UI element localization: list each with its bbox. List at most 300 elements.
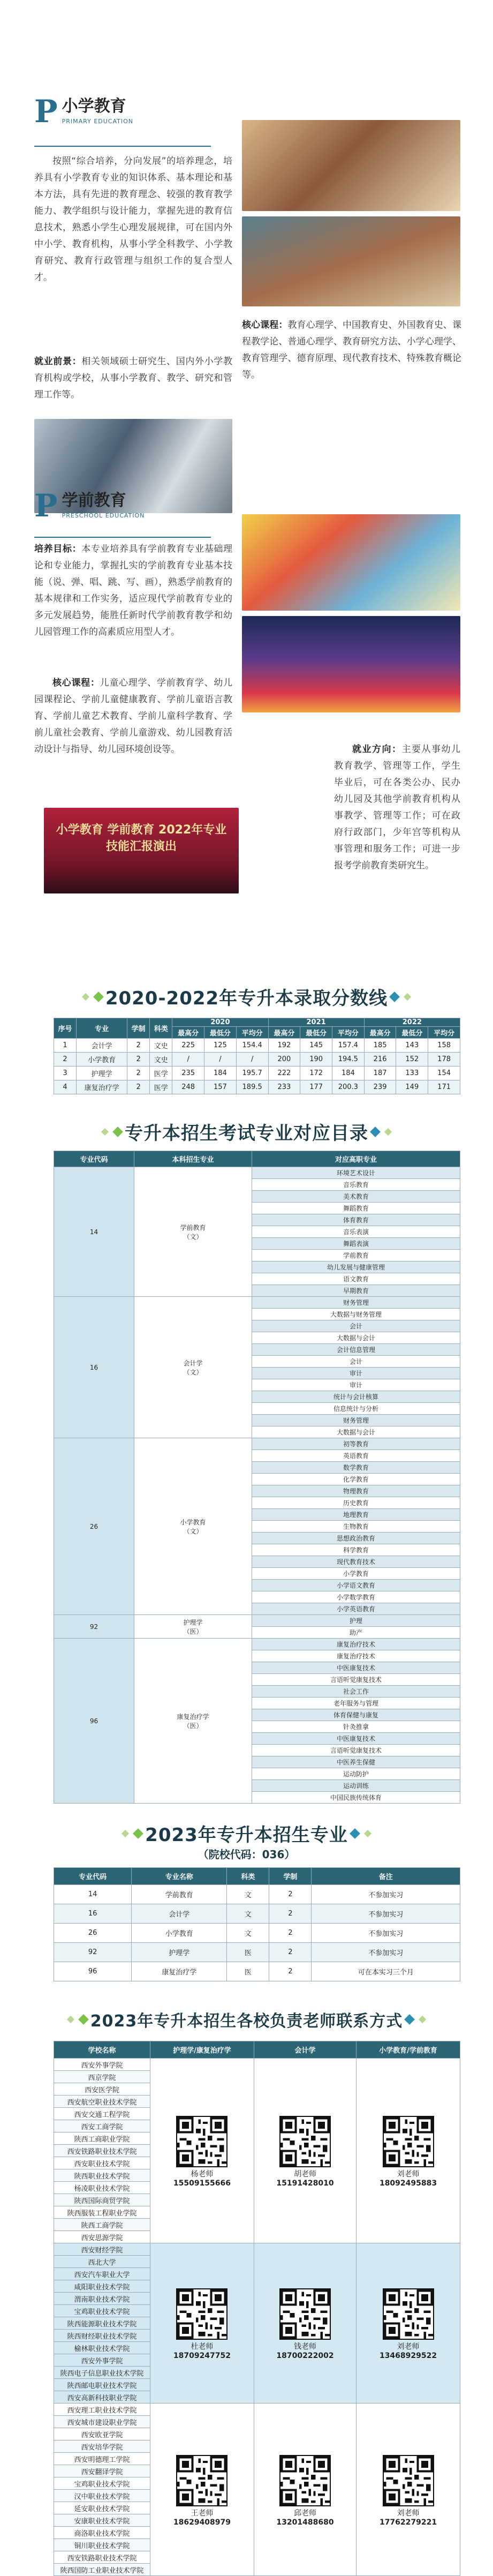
- catalog-major-category: （文）: [183, 1233, 203, 1241]
- catalog-vocational-item: 社会工作: [252, 1686, 460, 1698]
- score-cell: 2: [127, 1053, 150, 1067]
- score-cell: 239: [364, 1080, 396, 1094]
- score-cell: 文史: [150, 1039, 172, 1053]
- primary-course-label: 核心课程：: [242, 320, 288, 331]
- catalog-vocational-item: 审计: [252, 1368, 460, 1379]
- qr-code-icon[interactable]: [176, 2455, 227, 2506]
- preschool-title-en: PRESCHOOL EDUCATION: [62, 512, 145, 519]
- preschool-goal: [34, 541, 232, 641]
- catalog-vocational-item: 小学教育: [252, 1568, 460, 1580]
- qr-code-icon[interactable]: [279, 2455, 331, 2506]
- score-sub-min: 最低分: [396, 1027, 428, 1039]
- score-col-category: 科类: [150, 1018, 172, 1039]
- catalog-table: [54, 1151, 460, 1804]
- score-banner: [0, 983, 493, 1010]
- contact-school-name: 西安财经学院: [54, 2243, 150, 2256]
- score-cell: 235: [172, 1067, 204, 1080]
- score-cell: 143: [396, 1039, 428, 1053]
- score-cell: 233: [268, 1080, 300, 1094]
- catalog-code: 26: [54, 1438, 134, 1615]
- catalog-major-category: （医）: [183, 1722, 203, 1730]
- preschool-title: 学前教育: [62, 491, 126, 510]
- score-cell: 125: [204, 1039, 237, 1053]
- score-col-years: 学制: [127, 1018, 150, 1039]
- catalog-vocational-item: 运动防护: [252, 1768, 460, 1780]
- score-cell: /: [204, 1053, 237, 1067]
- score-cell: /: [172, 1053, 204, 1067]
- enroll-row: [54, 1962, 460, 1981]
- diamond-icon: [93, 992, 104, 1002]
- enroll-table: [54, 1867, 460, 1981]
- contact-school-name: 安康职业技术学院: [54, 2514, 150, 2527]
- contact-school-name: 西安职业技术学院: [54, 2157, 150, 2169]
- catalog-vocational-item: 物理教育: [252, 1485, 460, 1497]
- contact-teacher-name: 钱老师: [293, 2342, 316, 2351]
- contact-school-name: 杨凌职业技术学院: [54, 2182, 150, 2194]
- qr-code-icon[interactable]: [279, 2288, 331, 2340]
- catalog-vocational-item: 化学教育: [252, 1474, 460, 1485]
- diamond-icon: [404, 993, 411, 1000]
- score-cell: 157: [204, 1080, 237, 1094]
- contact-school-name: 汉中职业技术学院: [54, 2490, 150, 2502]
- catalog-row: [54, 1167, 460, 1179]
- score-cell: 184: [332, 1067, 364, 1080]
- catalog-vocational-item: 康复治疗技术: [252, 1650, 460, 1662]
- contact-table: [54, 2041, 460, 2576]
- score-cell: 康复治疗学: [77, 1080, 127, 1094]
- catalog-vocational-item: 数学教育: [252, 1462, 460, 1474]
- contact-cell: [254, 2059, 356, 2243]
- primary-title-en: PRIMARY EDUCATION: [62, 118, 133, 125]
- score-sub-max: 最高分: [268, 1027, 300, 1039]
- catalog-vocational-item: 大数据与会计: [252, 1426, 460, 1438]
- catalog-vocational-item: 中医康复技术: [252, 1662, 460, 1674]
- contact-school-name: 西安工商学院: [54, 2120, 150, 2132]
- diamond-icon: [101, 1128, 109, 1135]
- contact-school-name: 西安交通工程学院: [54, 2108, 150, 2120]
- score-row: [54, 1080, 460, 1094]
- contact-school-name: 西安铁路职业技术学院: [54, 2145, 150, 2157]
- diamond-icon: [82, 993, 89, 1000]
- enroll-cell: 2: [269, 1924, 312, 1943]
- catalog-vocational-item: 体育教育: [252, 1214, 460, 1226]
- score-cell: 222: [268, 1067, 300, 1080]
- diamond-icon: [112, 1126, 123, 1137]
- primary-divider: [34, 146, 211, 147]
- contact-teacher-name: 王老师: [191, 2509, 214, 2518]
- qr-code-icon[interactable]: [383, 2116, 434, 2167]
- catalog-vocational-item: 助产: [252, 1627, 460, 1639]
- catalog-major: [134, 1297, 252, 1438]
- enroll-row: [54, 1885, 460, 1904]
- catalog-vocational-item: 环境艺术设计: [252, 1167, 460, 1179]
- score-cell: 216: [364, 1053, 396, 1067]
- enroll-cell: 护理学: [132, 1943, 227, 1962]
- catalog-col-code: 专业代码: [54, 1151, 134, 1167]
- score-cell: 248: [172, 1080, 204, 1094]
- score-cell: 医学: [150, 1067, 172, 1080]
- score-cell: 152: [396, 1053, 428, 1067]
- contact-school-name: 西安医学院: [54, 2083, 150, 2096]
- preschool-courses: [34, 675, 232, 758]
- catalog-col-major: 本科招生专业: [134, 1151, 252, 1167]
- score-cell: 194.5: [332, 1053, 364, 1067]
- score-cell: 2: [54, 1053, 77, 1067]
- contact-teacher-name: 邱老师: [293, 2509, 316, 2518]
- contact-phone-number[interactable]: 17762279221: [379, 2518, 437, 2527]
- contact-teacher-name: 杜老师: [191, 2342, 214, 2351]
- contact-phone-number[interactable]: 13201488680: [276, 2518, 334, 2527]
- score-cell: 200.3: [332, 1080, 364, 1094]
- enroll-col-note: 备注: [312, 1868, 460, 1885]
- catalog-vocational-item: 财务管理: [252, 1415, 460, 1426]
- catalog-vocational-item: 历史教育: [252, 1497, 460, 1509]
- enroll-cell: 会计学: [132, 1904, 227, 1924]
- primary-letter: P: [34, 93, 58, 130]
- catalog-vocational-item: 护理: [252, 1615, 460, 1627]
- catalog-vocational-item: 运动训练: [252, 1780, 460, 1792]
- score-col-major: 专业: [77, 1018, 127, 1039]
- enroll-cell: 不参加实习: [312, 1904, 460, 1924]
- catalog-vocational-item: 审计: [252, 1379, 460, 1391]
- primary-heading: [34, 93, 133, 130]
- enroll-cell: 文: [227, 1885, 269, 1904]
- contact-school-name: 宝鸡职业技术学院: [54, 2477, 150, 2490]
- score-cell: 225: [172, 1039, 204, 1053]
- enroll-col-years: 学制: [269, 1868, 312, 1885]
- contact-school-name: 西安航空职业技术学院: [54, 2096, 150, 2108]
- enroll-row: [54, 1904, 460, 1924]
- contact-phone-number[interactable]: 18629408979: [173, 2518, 231, 2527]
- diamond-icon: [67, 2016, 74, 2023]
- enroll-cell: 可在本实习三个月: [312, 1962, 460, 1981]
- catalog-vocational-item: 地理教育: [252, 1509, 460, 1521]
- contact-phone-number[interactable]: 15191428010: [276, 2179, 334, 2188]
- contact-teacher-name: 刘老师: [397, 2342, 420, 2351]
- catalog-major-category: （医）: [183, 1627, 203, 1635]
- score-cell: 会计学: [77, 1039, 127, 1053]
- contact-phone-number[interactable]: 13468929522: [379, 2352, 437, 2360]
- catalog-vocational-item: 中国民族传统体育: [252, 1792, 460, 1804]
- score-cell: 172: [300, 1067, 332, 1080]
- enroll-table-body: [54, 1885, 460, 1981]
- enroll-cell: 不参加实习: [312, 1885, 460, 1904]
- contact-school-name: 咸阳职业技术学院: [54, 2280, 150, 2293]
- catalog-major-name: 护理学: [183, 1618, 203, 1626]
- contact-school-name: 西北大学: [54, 2256, 150, 2268]
- contact-title: 2023年专升本招生各校负责老师联系方式: [90, 2012, 403, 2031]
- contact-school-name: 西安汽车职业大学: [54, 2268, 150, 2280]
- catalog-vocational-item: 音乐表演: [252, 1226, 460, 1238]
- score-cell: 189.5: [236, 1080, 268, 1094]
- catalog-vocational-item: 体育保健与康复: [252, 1709, 460, 1721]
- enroll-title: 2023年专升本招生专业: [145, 1824, 348, 1846]
- enroll-cell: 医: [227, 1962, 269, 1981]
- contact-table-body: [54, 2059, 460, 2576]
- catalog-vocational-item: 针灸推拿: [252, 1721, 460, 1733]
- contact-school-name: 陕西能源职业技术学院: [54, 2317, 150, 2330]
- catalog-vocational-item: 早期教育: [252, 1285, 460, 1297]
- score-cell: 157.4: [332, 1039, 364, 1053]
- score-cell: 145: [300, 1039, 332, 1053]
- preschool-course-text: 儿童心理学、学前教育学、幼儿园课程论、学前儿童健康教育、学前儿童语言教育、学前儿童艺术教育、学前儿童科学教育、学前儿童社会教育、学前儿童游戏、幼儿园教育活动设计与指导、幼儿园环境创设等。: [34, 678, 233, 755]
- contact-cell: [150, 2404, 254, 2576]
- score-sub-avg: 平均分: [332, 1027, 364, 1039]
- catalog-major: [134, 1639, 252, 1804]
- contact-col-nursing: 护理学/康复治疗学: [150, 2041, 254, 2059]
- contact-row: [54, 2404, 460, 2416]
- catalog-vocational-item: 小学语文教育: [252, 1580, 460, 1591]
- primary-courses: [242, 317, 461, 384]
- contact-school-name: 陕西邮电职业技术学院: [54, 2379, 150, 2391]
- contact-phone-number[interactable]: 18700222002: [276, 2352, 334, 2360]
- contact-school-name: 陕西国防工业职业技术学院: [54, 2564, 150, 2576]
- score-cell: 190: [300, 1053, 332, 1067]
- contact-cell: [254, 2404, 356, 2576]
- score-year-2021: 2021: [268, 1018, 364, 1027]
- enroll-cell: 文: [227, 1904, 269, 1924]
- preschool-letter: P: [34, 487, 58, 524]
- score-cell: 小学教育: [77, 1053, 127, 1067]
- enroll-col-category: 科类: [227, 1868, 269, 1885]
- catalog-vocational-item: 中医养生保健: [252, 1756, 460, 1768]
- contact-col-accounting: 会计学: [254, 2041, 356, 2059]
- stage-performance-photo: [242, 616, 460, 712]
- score-cell: 文史: [150, 1053, 172, 1067]
- catalog-vocational-item: 言语听觉康复技术: [252, 1674, 460, 1686]
- enroll-subtitle: （院校代码：036）: [198, 1848, 295, 1861]
- enroll-cell: 学前教育: [132, 1885, 227, 1904]
- contact-col-education: 小学教育/学前教育: [357, 2041, 460, 2059]
- catalog-vocational-item: 美术教育: [252, 1191, 460, 1203]
- score-sub-avg: 平均分: [236, 1027, 268, 1039]
- score-cell: 154.4: [236, 1039, 268, 1053]
- contact-school-name: 渭南职业技术学院: [54, 2293, 150, 2305]
- diamond-icon: [404, 2014, 415, 2025]
- score-cell: 154: [428, 1067, 460, 1080]
- catalog-vocational-item: 科学教育: [252, 1544, 460, 1556]
- catalog-table-body: [54, 1167, 460, 1804]
- preschool-heading: [34, 487, 145, 524]
- catalog-vocational-item: 言语听觉康复技术: [252, 1745, 460, 1756]
- catalog-major-name: 小学教育: [180, 1518, 206, 1526]
- score-cell: 171: [428, 1080, 460, 1094]
- enroll-cell: 2: [269, 1943, 312, 1962]
- contact-row: [54, 2243, 460, 2256]
- contact-school-name: 陕西服装工程职业学院: [54, 2206, 150, 2219]
- score-cell: 185: [364, 1039, 396, 1053]
- score-year-2022: 2022: [364, 1018, 460, 1027]
- preschool-direction-text: 主要从事幼儿教育教学、管理等工作，学生毕业后，可在各类公办、民办幼儿园及其他学前教育机构从事教学、管理等工作；可在政府行政部门，少年宫等机构从事管理和服务工作；可进一步报考学前教育类研究生。: [334, 744, 460, 871]
- catalog-vocational-item: 会计: [252, 1320, 460, 1332]
- preschool-goal-text: 本专业培养具有学前教育专业基础理论和专业能力，掌握扎实的学前教育专业基本技能（说、弹、唱、跳、写、画），熟悉学前教育的基本规律和工作实务，适应现代学前教育专业的多元发展趋势，能胜任新时代学前教育教学和幼儿园管理工作的高素质应用型人才。: [34, 544, 232, 637]
- contact-teacher-name: 刘老师: [397, 2170, 420, 2179]
- diamond-icon: [389, 992, 400, 1002]
- qr-code-icon[interactable]: [176, 2116, 227, 2167]
- score-cell: /: [236, 1053, 268, 1067]
- contact-phone-number[interactable]: 18092495883: [379, 2179, 437, 2188]
- contact-cell: [254, 2243, 356, 2404]
- catalog-vocational-item: 学前教育: [252, 1250, 460, 1261]
- enroll-cell: 92: [54, 1943, 132, 1962]
- score-cell: 2: [127, 1080, 150, 1094]
- enroll-cell: 康复治疗学: [132, 1962, 227, 1981]
- score-sub-max: 最高分: [172, 1027, 204, 1039]
- enroll-cell: 26: [54, 1924, 132, 1943]
- catalog-code: 96: [54, 1639, 134, 1804]
- score-sub-min: 最低分: [204, 1027, 237, 1039]
- enroll-cell: 2: [269, 1962, 312, 1981]
- catalog-vocational-item: 信息统计与分析: [252, 1403, 460, 1415]
- score-row: [54, 1039, 460, 1053]
- preschool-direction-label: 就业方向：: [352, 744, 402, 755]
- preschool-course-label: 核心课程：: [52, 678, 100, 688]
- contact-school-name: 西安欧亚学院: [54, 2428, 150, 2440]
- primary-employment: [34, 354, 232, 403]
- catalog-major: [134, 1167, 252, 1297]
- catalog-major-name: 学前教育: [180, 1223, 206, 1231]
- catalog-vocational-item: 英语教育: [252, 1450, 460, 1462]
- enroll-banner: [0, 1820, 493, 1846]
- score-table: [54, 1018, 460, 1094]
- catalog-code: 14: [54, 1167, 134, 1297]
- score-col-index: 序号: [54, 1018, 77, 1039]
- catalog-col-vocational: 对应高职专业: [252, 1151, 460, 1167]
- contact-cell: [357, 2243, 460, 2404]
- qr-code-icon[interactable]: [176, 2288, 227, 2340]
- contact-banner: [0, 2008, 493, 2031]
- contact-school-name: 陕西电子信息职业技术学院: [54, 2367, 150, 2379]
- catalog-vocational-item: 中医康复技术: [252, 1733, 460, 1745]
- contact-school-name: 延安职业技术学院: [54, 2502, 150, 2514]
- qr-code-icon[interactable]: [383, 2455, 434, 2506]
- score-cell: 2: [127, 1039, 150, 1053]
- showcase-event-photo: [44, 808, 239, 893]
- enroll-col-major: 专业名称: [132, 1868, 227, 1885]
- contact-school-name: 陕西工商学院: [54, 2219, 150, 2231]
- contact-school-name: 西安城市建设职业学院: [54, 2416, 150, 2428]
- contact-phone-number[interactable]: 15509155666: [173, 2179, 231, 2188]
- catalog-row: [54, 1615, 460, 1627]
- catalog-vocational-item: 财务管理: [252, 1297, 460, 1309]
- contact-school-name: 陕西职业技术学院: [54, 2169, 150, 2182]
- catalog-vocational-item: 幼儿发展与健康管理: [252, 1261, 460, 1273]
- contact-school-name: 宝鸡职业技术学院: [54, 2305, 150, 2317]
- catalog-banner: [0, 1118, 493, 1145]
- enroll-cell: 2: [269, 1885, 312, 1904]
- score-cell: 178: [428, 1053, 460, 1067]
- score-cell: 187: [364, 1067, 396, 1080]
- score-cell: 医学: [150, 1080, 172, 1094]
- qr-code-icon[interactable]: [279, 2116, 331, 2167]
- score-cell: 1: [54, 1039, 77, 1053]
- score-year-2020: 2020: [172, 1018, 268, 1027]
- catalog-vocational-item: 舞蹈教育: [252, 1203, 460, 1214]
- catalog-code: 16: [54, 1297, 134, 1438]
- catalog-vocational-item: 统计与会计核算: [252, 1391, 460, 1403]
- score-cell: 192: [268, 1039, 300, 1053]
- score-row: [54, 1067, 460, 1080]
- diamond-icon: [122, 1829, 129, 1837]
- catalog-major-name: 康复治疗学: [177, 1713, 209, 1721]
- catalog-vocational-item: 会计: [252, 1356, 460, 1368]
- contact-row: [54, 2059, 460, 2071]
- score-table-body: [54, 1039, 460, 1094]
- catalog-major-category: （文）: [183, 1368, 203, 1376]
- catalog-title: 专升本招生考试专业对应目录: [125, 1123, 368, 1144]
- score-sub-avg: 平均分: [428, 1027, 460, 1039]
- enroll-row: [54, 1943, 460, 1962]
- catalog-vocational-item: 思想政治教育: [252, 1533, 460, 1544]
- contact-cell: [150, 2059, 254, 2243]
- contact-school-name: 陕西工商职业学院: [54, 2132, 150, 2145]
- score-row: [54, 1053, 460, 1067]
- diamond-icon: [384, 1128, 392, 1135]
- showcase-caption: 小学教育 学前教育 2022年专业技能汇报演出: [56, 823, 227, 853]
- preschool-goal-label: 培养目标：: [34, 544, 82, 554]
- children-art-photo: [242, 514, 460, 611]
- primary-intro: 按照“综合培养，分向发展”的培养理念，培养具有小学教育专业的知识体系、基本理论和基本方法，具有先进的教育理念、较强的教育教学能力、教学组织与设计能力，掌握先进的教育信息技术，熟悉小学生心理发展规律，可在国内外中小学、教育机构，从事小学全科教学、小学教育研究、教育行政管理与组织工作的复合型人才。: [34, 156, 232, 283]
- catalog-major: [134, 1438, 252, 1615]
- contact-school-name: 西安外事学院: [54, 2059, 150, 2071]
- contact-phone-number[interactable]: 18709247752: [173, 2352, 231, 2360]
- contact-school-name: 西安铁路职业技术学院: [54, 2551, 150, 2564]
- preschool-divider: [34, 537, 211, 538]
- contact-cell: [357, 2059, 460, 2243]
- enroll-cell: 14: [54, 1885, 132, 1904]
- qr-code-icon[interactable]: [383, 2288, 434, 2340]
- catalog-major-name: 会计学: [183, 1359, 203, 1367]
- enroll-cell: 文: [227, 1924, 269, 1943]
- contact-school-name: 榆林职业技术学院: [54, 2342, 150, 2354]
- enroll-cell: 不参加实习: [312, 1943, 460, 1962]
- catalog-major-category: （文）: [183, 1527, 203, 1535]
- catalog-vocational-item: 生物教育: [252, 1521, 460, 1533]
- score-cell: 184: [204, 1067, 237, 1080]
- diamond-icon: [133, 1828, 143, 1839]
- primary-employ-label: 就业前景：: [34, 356, 82, 367]
- contact-teacher-name: 杨老师: [191, 2170, 214, 2179]
- teaching-photo: [242, 216, 460, 306]
- catalog-code: 92: [54, 1615, 134, 1639]
- catalog-vocational-item: 音乐教育: [252, 1179, 460, 1191]
- catalog-vocational-item: 舞蹈表演: [252, 1238, 460, 1250]
- contact-cell: [150, 2243, 254, 2404]
- score-cell: 护理学: [77, 1067, 127, 1080]
- diamond-icon: [419, 2016, 426, 2023]
- contact-teacher-name: 刘老师: [397, 2509, 420, 2518]
- contact-school-name: 西安理工职业技术学院: [54, 2404, 150, 2416]
- contact-school-name: 西安明德理工学院: [54, 2453, 150, 2465]
- score-cell: 149: [396, 1080, 428, 1094]
- catalog-vocational-item: 大数据与会计: [252, 1332, 460, 1344]
- enroll-cell: 2: [269, 1904, 312, 1924]
- enroll-cell: 小学教育: [132, 1924, 227, 1943]
- diamond-icon: [78, 2014, 89, 2025]
- contact-school-name: 西京学院: [54, 2071, 150, 2083]
- catalog-row: [54, 1438, 460, 1450]
- diamond-icon: [364, 1829, 371, 1837]
- score-cell: 3: [54, 1067, 77, 1080]
- catalog-vocational-item: 现代教育技术: [252, 1556, 460, 1568]
- score-cell: 177: [300, 1080, 332, 1094]
- catalog-row: [54, 1297, 460, 1309]
- contact-school-name: 西安外事学院: [54, 2354, 150, 2367]
- catalog-vocational-item: 语文教育: [252, 1273, 460, 1285]
- enroll-cell: 医: [227, 1943, 269, 1962]
- enroll-cell: 16: [54, 1904, 132, 1924]
- score-sub-min: 最低分: [300, 1027, 332, 1039]
